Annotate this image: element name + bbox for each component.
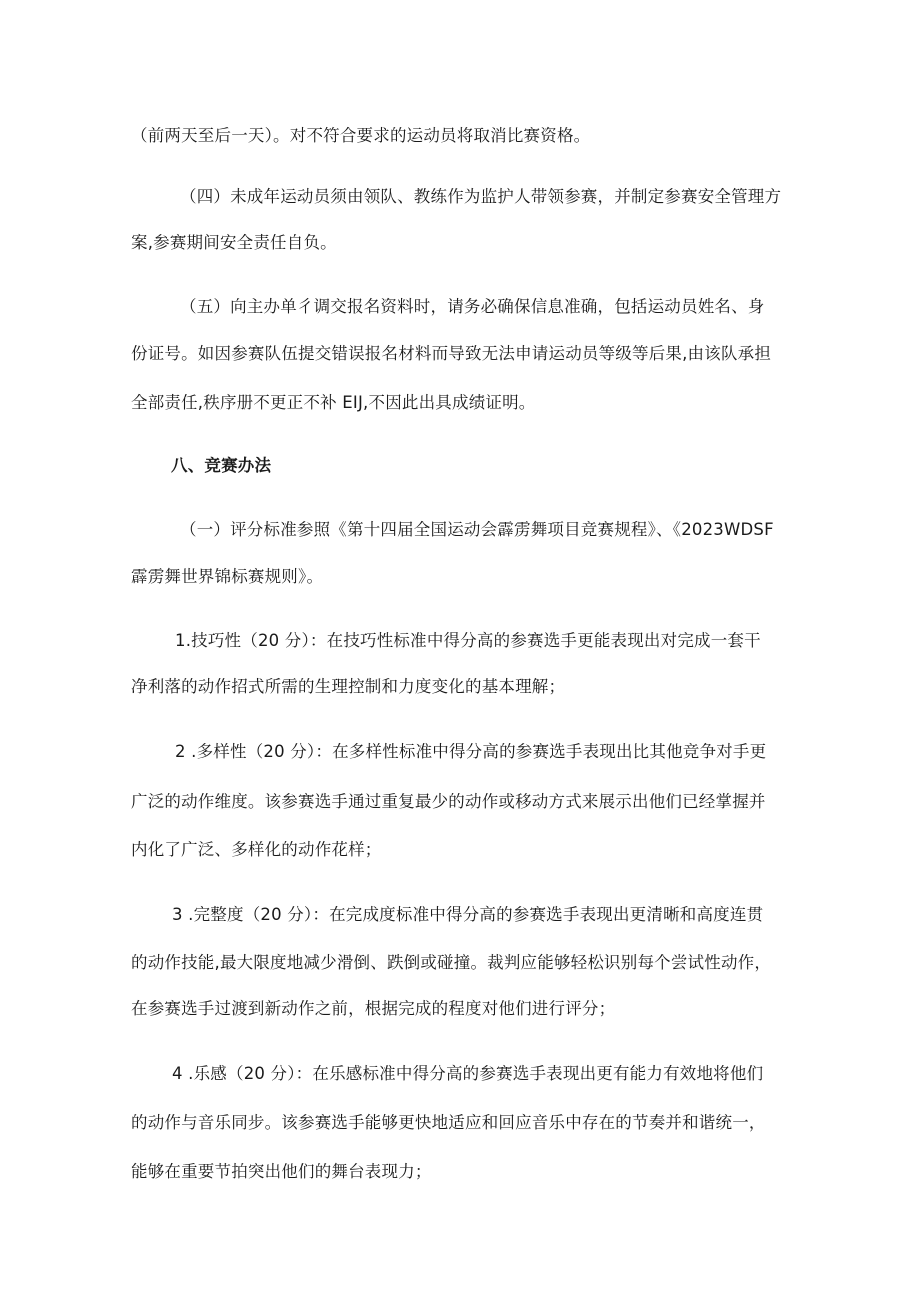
paragraph-line: 的动作技能,最大限度地减少滑倒、跌倒或碰撞。裁判应能够轻松识别每个尝试性动作， <box>131 953 772 972</box>
paragraph-line: 的动作与音乐同步。该参赛选手能够更快地适应和回应音乐中存在的节奏并和谐统一， <box>131 1113 766 1132</box>
paragraph-line: 内化了广泛、多样化的动作花样； <box>131 840 382 859</box>
paragraph-line: 3 .完整度（20 分）：在完成度标准中得分高的参赛选手表现出更清晰和高度连贯 <box>172 905 764 924</box>
paragraph-line: 2 .多样性（20 分）：在多样性标准中得分高的参赛选手表现出比其他竞争对手更 <box>175 742 767 761</box>
paragraph-line: 能够在重要节拍突出他们的舞台表现力； <box>131 1162 432 1181</box>
paragraph-line: 全部责任,秩序册不更正不补 EIJ,不因此出具成绩证明。 <box>131 393 536 412</box>
paragraph-line: 4 .乐感（20 分）：在乐感标准中得分高的参赛选手表现出更有能力有效地将他们 <box>172 1064 764 1083</box>
paragraph-line: （五）向主办单彳调交报名资料时，请务必确保信息准确，包括运动员姓名、身 <box>180 297 765 316</box>
paragraph-line: 份证号。如因参赛队伍提交错误报名材料而导致无法申请运动员等级等后果,由该队承担 <box>131 344 772 363</box>
section-heading: 八、竞赛办法 <box>171 456 272 475</box>
paragraph-line: 广泛的动作维度。该参赛选手通过重复最少的动作或移动方式来展示出他们已经掌握并 <box>131 792 766 811</box>
paragraph-line: 净利落的动作招式所需的生理控制和力度变化的基本理解； <box>131 677 566 696</box>
paragraph-line: （一）评分标准参照《第十四届全国运动会霹雳舞项目竞赛规程》、《2023WDSF <box>180 520 774 539</box>
paragraph-line: 1.技巧性（20 分）：在技巧性标准中得分高的参赛选手更能表现出对完成一套干 <box>175 631 761 650</box>
paragraph-line: （四）未成年运动员须由领队、教练作为监护人带领参赛，并制定参赛安全管理方 <box>180 187 782 206</box>
paragraph-line: 案,参赛期间安全责任自负。 <box>131 233 337 252</box>
paragraph-line: 在参赛选手过渡到新动作之前，根据完成的程度对他们进行评分； <box>131 999 616 1018</box>
paragraph-line: （前两天至后一天）。对不符合要求的运动员将取消比赛资格。 <box>131 126 591 145</box>
paragraph-line: 霹雳舞世界锦标赛规则》。 <box>131 567 324 586</box>
